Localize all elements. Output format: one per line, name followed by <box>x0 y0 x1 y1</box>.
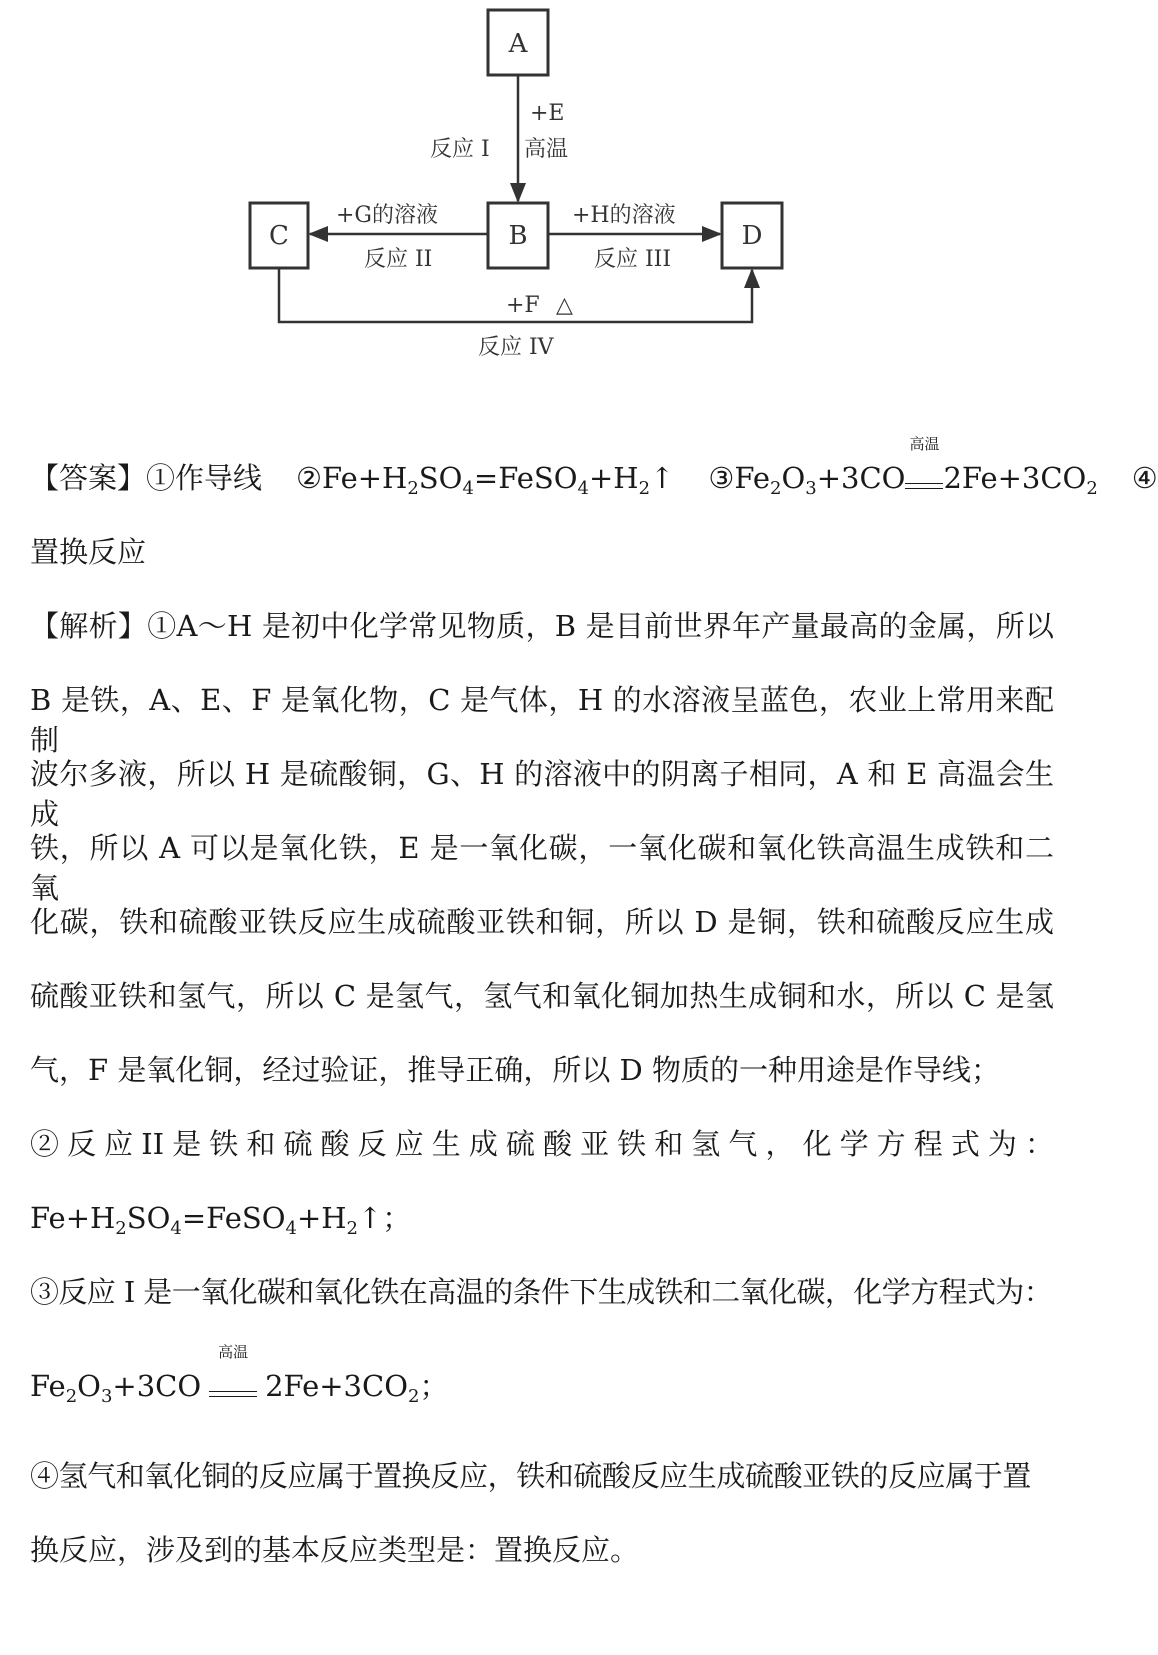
answer-part-3: $③Fe_2O_3+3CO$ 高温 $2Fe+3CO_2$ <box>708 435 1098 499</box>
equation-2: $Fe+H_2SO_4=FeSO_4+H_2↑$； <box>30 1201 412 1239</box>
condition-mark: 高温 <box>905 460 943 490</box>
r4-condition: △ <box>556 293 573 318</box>
analysis-line-4: 铁，所以 A 可以是氧化铁，E 是一氧化碳，一氧化碳和氧化铁高温生成铁和二氧 <box>30 831 1054 905</box>
node-b-label: B <box>508 221 528 251</box>
r1-condition: 高温 <box>524 137 569 162</box>
analysis-label: 【解析】 <box>30 609 148 643</box>
answer-part-2: $②Fe+H_2SO_4=FeSO_4+H_2↑$ <box>296 461 675 499</box>
analysis-line-1: 【解析】①A～H 是初中化学常见物质，B 是目前世界年产量最高的金属，所以 <box>30 609 1054 643</box>
analysis-line-6: 硫酸亚铁和氢气，所以 C 是氢气，氢气和氧化铜加热生成铜和水，所以 C 是氢 <box>30 979 1054 1013</box>
answer-part-4: ④ <box>1131 461 1158 495</box>
analysis-line-9: ③反应 I 是一氧化碳和氧化铁在高温的条件下生成铁和二氧化碳，化学方程式为： <box>30 1275 1053 1309</box>
answer-line-2: 置换反应 <box>30 535 147 569</box>
answer-line <box>30 435 1158 509</box>
node-d-label: D <box>741 221 763 251</box>
reaction-diagram <box>0 0 1080 400</box>
r1-reagent: +E <box>530 101 565 126</box>
r1-name: 反应 I <box>430 137 490 162</box>
analysis-line-7: 气，F 是氧化铜，经过验证，推导正确，所以 D 物质的一种用途是作导线； <box>30 1053 1001 1087</box>
node-a-label: A <box>508 29 528 59</box>
analysis-line-2: B 是铁，A、E、F 是氧化物，C 是气体，H 的水溶液呈蓝色，农业上常用来配制 <box>30 683 1054 757</box>
equation-3: $Fe_2O_3+3CO$ 高温 $2Fe+3CO_2$； <box>30 1343 449 1407</box>
node-c-label: C <box>269 221 289 251</box>
r4-name: 反应 IV <box>478 335 554 360</box>
analysis-line-10: ④氢气和氧化铜的反应属于置换反应，铁和硫酸反应生成硫酸亚铁的反应属于置 <box>30 1459 1032 1493</box>
r2-name: 反应 II <box>364 247 433 272</box>
r4-reagent: +F <box>506 293 540 318</box>
analysis-line-11: 换反应，涉及到的基本反应类型是：置换反应。 <box>30 1533 640 1567</box>
analysis-line-8: ②反应II是铁和硫酸反应生成硫酸亚铁和氢气，化学方程式为： <box>30 1127 1054 1161</box>
analysis-line-3: 波尔多液，所以 H 是硫酸铜，G、H 的溶液中的阴离子相同，A 和 E 高温会生成 <box>30 757 1054 831</box>
analysis-line-5: 化碳，铁和硫酸亚铁反应生成硫酸亚铁和铜，所以 D 是铜，铁和硫酸反应生成 <box>30 905 1054 939</box>
r3-name: 反应 III <box>594 247 672 272</box>
condition-mark: 高温 <box>209 1368 257 1398</box>
answer-label: 【答案】 <box>30 461 147 495</box>
answer-part-1: ①作导线 <box>146 461 263 495</box>
r3-reagent: +H的溶液 <box>572 203 676 228</box>
r2-reagent: +G的溶液 <box>336 203 439 228</box>
